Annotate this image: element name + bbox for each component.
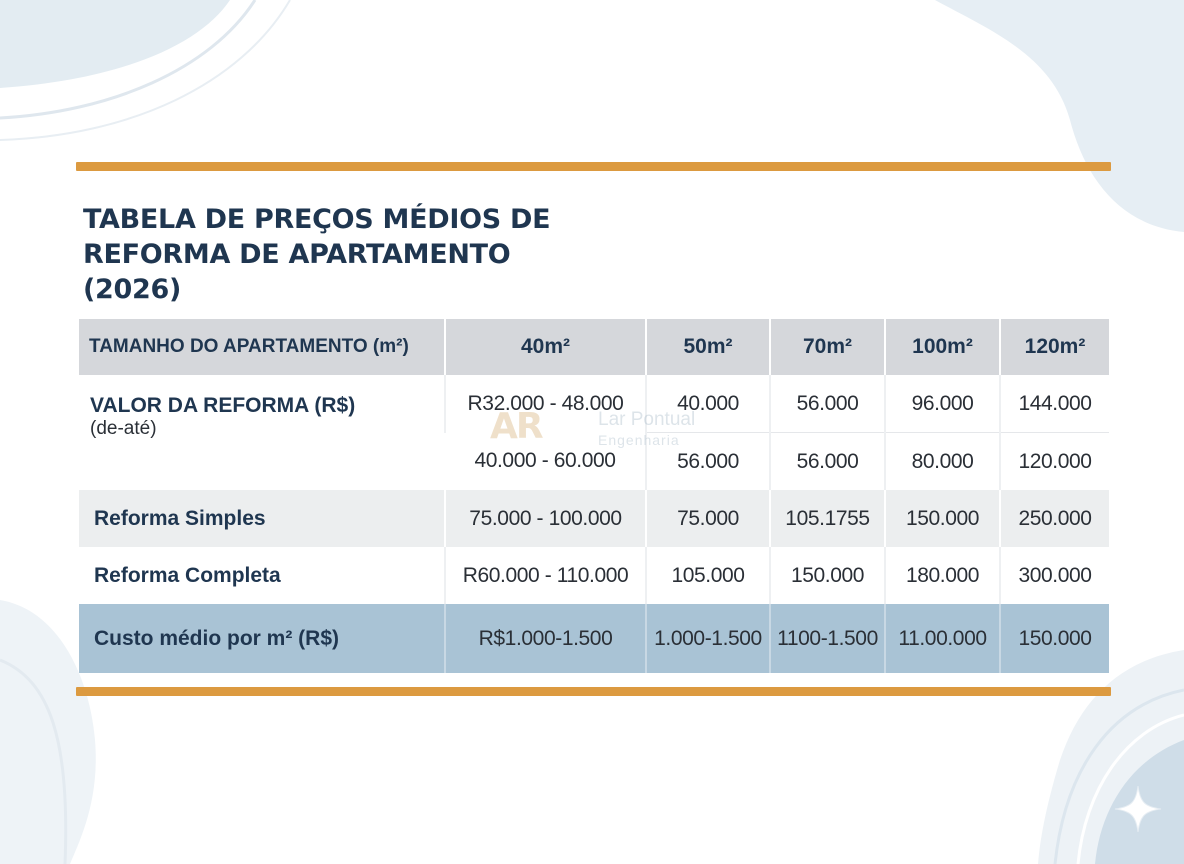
price-table — [79, 319, 1109, 673]
table-row — [79, 490, 1109, 547]
table-cell: 250.000 — [1000, 490, 1109, 547]
table-header-row — [79, 319, 1109, 375]
table-cell: 105.000 — [646, 547, 770, 604]
row-label: Custo médio por m² (R$) — [79, 604, 445, 673]
page-title: TABELA DE PREÇOS MÉDIOS DE REFORMA DE APARTAMENTO (2026) — [83, 204, 551, 305]
row-label: Reforma Simples — [79, 490, 445, 547]
row-label: VALOR DA REFORMA (R$) — [90, 394, 356, 417]
table-cell: 80.000 — [885, 433, 1000, 491]
row-label: Reforma Completa — [79, 547, 445, 604]
table-cell: R$1.000-1.500 — [445, 604, 646, 673]
table-cell: 144.000 — [1000, 375, 1109, 433]
header-cell: 40m² — [445, 319, 646, 375]
table-cell: 120.000 — [1000, 433, 1109, 491]
table-cell: 150.000 — [770, 547, 885, 604]
watermark-name: Lar Pontual — [598, 409, 696, 430]
table-cell: 40.000 - 60.000 — [445, 433, 646, 491]
table-cell: 75.000 - 100.000 — [445, 490, 646, 547]
top-accent-rule — [76, 162, 1111, 171]
row-label-valor — [79, 375, 445, 490]
bottom-accent-rule — [76, 687, 1111, 696]
table-cell: 56.000 — [770, 375, 885, 433]
summary-row — [79, 604, 1109, 673]
table-cell: 300.000 — [1000, 547, 1109, 604]
table-cell: 40.000 — [646, 375, 770, 433]
watermark-subtitle: Engenharia — [598, 432, 680, 448]
row-sublabel: (de-até) — [90, 418, 157, 439]
table-cell: 56.000 — [770, 433, 885, 491]
table-cell: R32.000 - 48.000 — [445, 375, 646, 433]
header-cell: 120m² — [1000, 319, 1109, 375]
table-cell: 150.000 — [885, 490, 1000, 547]
table-cell: 1.000-1.500 — [646, 604, 770, 673]
table-cell: 105.1755 — [770, 490, 885, 547]
table-cell: 180.000 — [885, 547, 1000, 604]
header-cell: 100m² — [885, 319, 1000, 375]
table-cell: 11.00.000 — [885, 604, 1000, 673]
header-cell: 50m² — [646, 319, 770, 375]
table-cell: R60.000 - 110.000 — [445, 547, 646, 604]
table-row — [79, 547, 1109, 604]
table-row — [79, 375, 1109, 433]
table-cell: 56.000 — [646, 433, 770, 491]
table-cell: 150.000 — [1000, 604, 1109, 673]
header-cell: TAMANHO DO APARTAMENTO (m²) — [79, 319, 445, 375]
header-cell: 70m² — [770, 319, 885, 375]
table-cell: 75.000 — [646, 490, 770, 547]
table-cell: 96.000 — [885, 375, 1000, 433]
table-cell: 1100-1.500 — [770, 604, 885, 673]
watermark-mark: AR — [490, 406, 542, 447]
